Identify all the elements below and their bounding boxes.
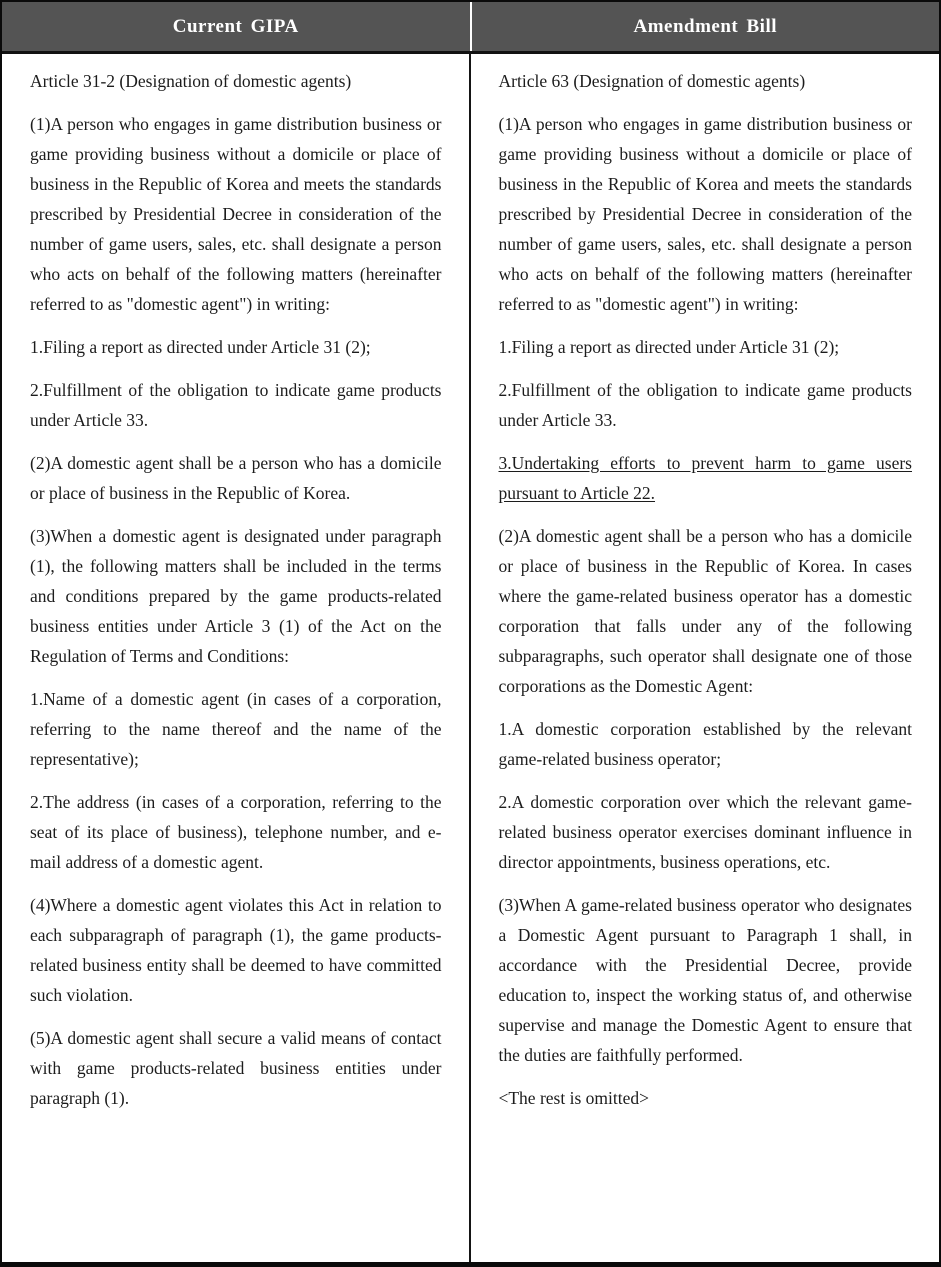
paragraph: (5)A domestic agent shall secure a valid means of contact with game products-related business entities under paragraph (1). [30,1028,442,1108]
paragraph: (2)A domestic agent shall be a person who has a domicile or place of business in the Republic of Korea. In cases where the game-related business operator has a domestic corporation that falls under any of the following subparagraphs, such operator shall designate one of those corporations as the Domestic Agent: [498,526,912,696]
paragraph: 2.A domestic corporation over which the relevant game-related business operator exercises dominant influence in director appointments, business operations, etc. [498,792,912,872]
paragraph-new-provision: 3.Undertaking efforts to prevent harm to game users pursuant to Article 22. [498,453,912,503]
rest-omitted-note: <The rest is omitted> [498,1088,649,1108]
paragraph: (2)A domestic agent shall be a person who has a domicile or place of business in the Republic of Korea. [30,453,442,503]
current-gipa-cell [2,54,471,1262]
paragraph: (1)A person who engages in game distribution business or game providing business without a domicile or place of business in the Republic of Korea and meets the standards prescribed by Presidential Decree in consideration of the number of game users, sales, etc. shall designate a person who acts on behalf of the following matters (hereinafter referred to as "domestic agent") in writing: [498,114,912,314]
paragraph: 2.The address (in cases of a corporation, referring to the seat of its place of business), telephone number, and e-mail address of a domestic agent. [30,792,442,872]
header-current-gipa: Current GIPA [2,2,472,51]
paragraph: 1.Name of a domestic agent (in cases of a corporation, referring to the name thereof and the name of the representative); [30,689,442,769]
table-header-row [2,2,939,54]
amendment-bill-cell [471,54,940,1262]
paragraph: 2.Fulfillment of the obligation to indicate game products under Article 33. [498,380,912,430]
article-title: Article 63 (Designation of domestic agents) [498,71,806,91]
paragraph: 1.Filing a report as directed under Article 31 (2); [498,337,840,357]
header-amendment-bill: Amendment Bill [472,2,940,51]
paragraph: (3)When a domestic agent is designated under paragraph (1), the following matters shall be included in the terms and conditions prepared by the game products-related business entities under Article 3 (1) of the Act on the Regulation of Terms and Conditions: [30,526,442,666]
paragraph: 1.Filing a report as directed under Article 31 (2); [30,337,371,357]
article-title: Article 31-2 (Designation of domestic agents) [30,71,352,91]
paragraph: 2.Fulfillment of the obligation to indicate game products under Article 33. [30,380,442,430]
table-body-row [2,54,939,1262]
paragraph: (1)A person who engages in game distribution business or game providing business without a domicile or place of business in the Republic of Korea and meets the standards prescribed by Presidential Decree in consideration of the number of game users, sales, etc. shall designate a person who acts on behalf of the following matters (hereinafter referred to as "domestic agent") in writing: [30,114,442,314]
paragraph: (4)Where a domestic agent violates this Act in relation to each subparagraph of paragraph (1), the game products-related business entity shall be deemed to have committed such violation. [30,895,442,1005]
paragraph: 1.A domestic corporation established by the relevant game-related business operator; [498,719,912,769]
paragraph: (3)When A game-related business operator who designates a Domestic Agent pursuant to Paragraph 1 shall, in accordance with the Presidential Decree, provide education to, inspect the working status of, and otherwise supervise and manage the Domestic Agent to ensure that the duties are faithfully performed. [498,895,912,1065]
